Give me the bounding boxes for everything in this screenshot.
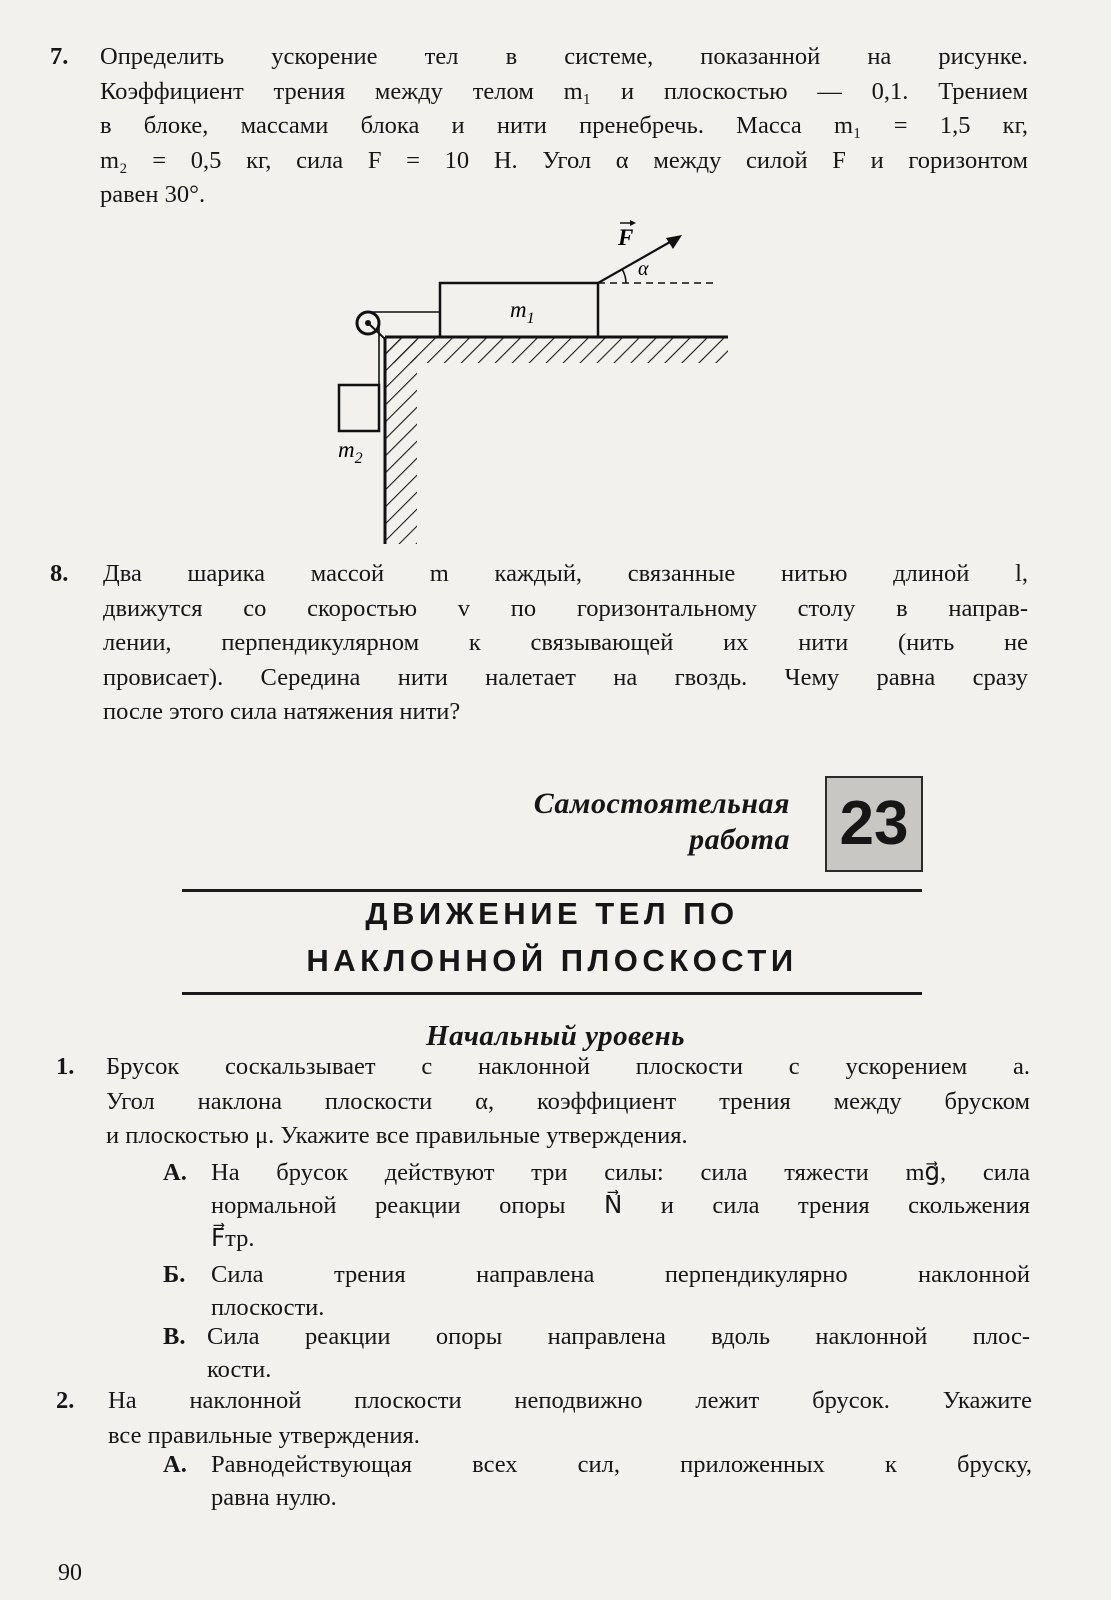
option-letter: В. <box>163 1323 186 1350</box>
text-line: равен 30°. <box>100 181 206 208</box>
section-title-2 <box>182 941 922 981</box>
text-line: Угол наклона плоскости α, коэффициент трения между бруском <box>106 1087 1030 1115</box>
text-line: все правильные утверждения. <box>108 1421 420 1449</box>
text-line: нормальной реакции опоры N⃗ и сила трения скольжения <box>211 1192 1030 1219</box>
section-title-line-2: НАКЛОННОЙ ПЛОСКОСТИ <box>306 943 798 978</box>
angle-label: α <box>638 258 649 280</box>
force-label: F <box>618 225 634 250</box>
text-line: движутся со скоростью v по горизонтальному столу в направ- <box>103 594 1028 622</box>
problem-7-number: 7. <box>50 43 69 70</box>
q1-option-v <box>163 1320 1030 1386</box>
level-title: Начальный уровень <box>426 1020 685 1052</box>
q1-option-b <box>163 1258 1030 1324</box>
text-line: m₂ = 0,5 кг, сила F = 10 Н. Угол α между силой F и горизонтом <box>100 146 1028 174</box>
text-line: после этого сила натяжения нити? <box>103 698 461 725</box>
text-line: На наклонной плоскости неподвижно лежит брусок. Укажите <box>108 1387 1032 1414</box>
bottom-rule <box>182 992 922 995</box>
text-line: в блоке, массами блока и нити пренебречь. Масса m₁ = 1,5 кг, <box>100 112 1028 139</box>
self-work-title <box>400 786 790 858</box>
question-1-number: 1. <box>56 1053 75 1080</box>
pulley-system-figure <box>320 215 740 555</box>
mass-2-label: $m_2$ <box>338 437 363 467</box>
option-letter: А. <box>163 1159 187 1186</box>
page-number: 90 <box>58 1560 82 1586</box>
text-line: Определить ускорение тел в системе, показанной на рисунке. <box>100 43 1028 70</box>
section-title-line-1: ДВИЖЕНИЕ ТЕЛ ПО <box>365 896 739 931</box>
option-letter: А. <box>163 1451 187 1478</box>
text-line: Два шарика массой m каждый, связанные нитью длиной l, <box>103 560 1028 587</box>
mass-1-label: $m_1$ <box>510 297 535 327</box>
text-line: Сила реакции опоры направлена вдоль наклонной плос- <box>207 1323 1030 1350</box>
q1-option-a <box>163 1156 1030 1255</box>
option-letter: Б. <box>163 1261 186 1288</box>
question-2-number: 2. <box>56 1387 75 1414</box>
text-line: Сила трения направлена перпендикулярно наклонной <box>211 1261 1030 1288</box>
pulley-axle <box>365 320 371 326</box>
mass-2-block <box>339 385 379 431</box>
table-surface-hatching <box>385 337 728 363</box>
section-number-box: 23 <box>825 776 923 872</box>
angle-arc <box>622 269 626 283</box>
self-work-line-1: Самостоятельная <box>533 787 790 820</box>
text-line: провисает). Середина нити налетает на гвоздь. Чему равна сразу <box>103 663 1028 691</box>
q2-option-a <box>163 1448 1032 1514</box>
question-1-text <box>106 1050 1030 1154</box>
text-line: Коэффициент трения между телом m₁ и плоскостью — 0,1. Трением <box>100 77 1028 105</box>
text-line: лении, перпендикулярном к связывающей их нити (нить не <box>103 629 1028 656</box>
problem-7-text <box>100 40 1028 213</box>
text-line: и плоскостью μ. Укажите все правильные утверждения. <box>106 1122 688 1149</box>
question-2-text <box>108 1384 1032 1453</box>
problem-8-number: 8. <box>50 560 69 587</box>
force-arrow <box>598 242 670 283</box>
self-work-line-2: работа <box>689 823 790 856</box>
text-line: Равнодействующая всех сил, приложенных к бруску, <box>211 1451 1032 1478</box>
text-line: равна нулю. <box>211 1484 337 1511</box>
section-title <box>182 894 922 934</box>
text-line: кости. <box>207 1356 272 1383</box>
text-line: Брусок соскальзывает с наклонной плоскости с ускорением a. <box>106 1053 1030 1080</box>
top-rule <box>182 889 922 892</box>
text-line: На брусок действуют три силы: сила тяжести mg⃗, сила <box>211 1159 1030 1186</box>
wall-hatching <box>385 337 417 544</box>
text-line: F⃗тр. <box>211 1225 255 1252</box>
text-line: плоскости. <box>211 1294 325 1321</box>
problem-8-text <box>103 557 1028 730</box>
